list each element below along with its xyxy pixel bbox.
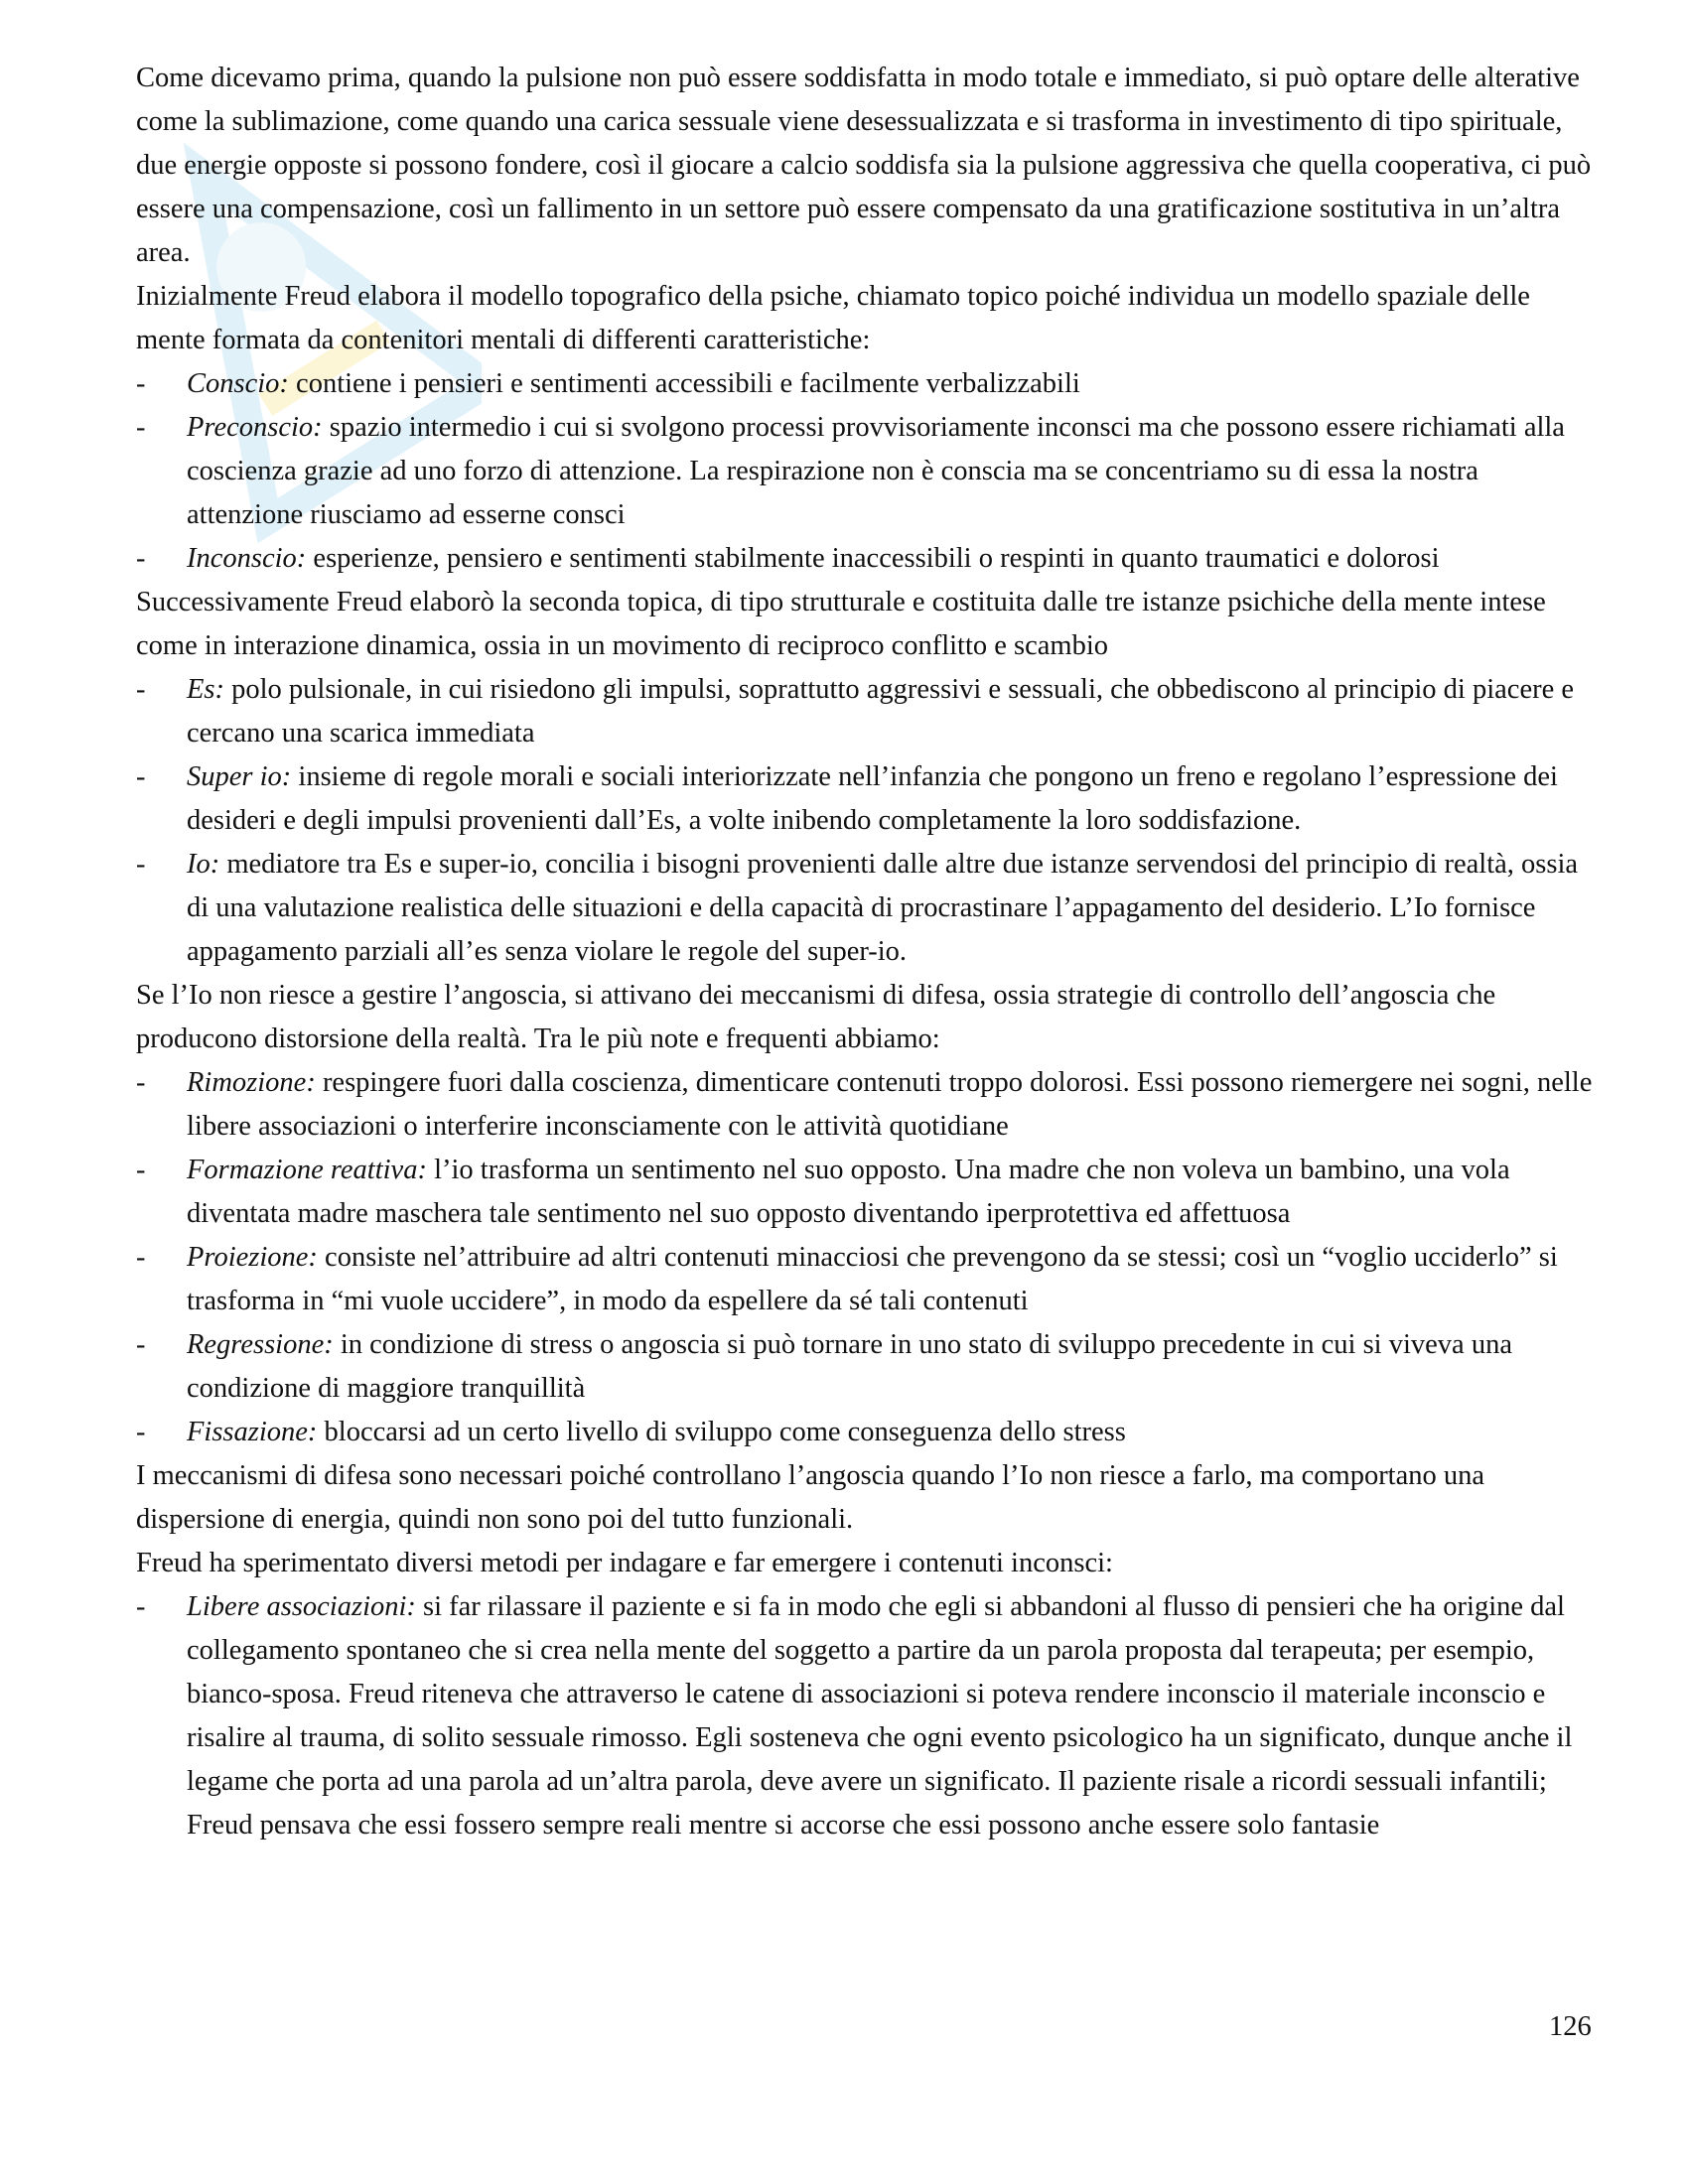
definition-preconscio: spazio intermedio i cui si svolgono processi provvisoriamente inconsci ma che possono essere richiamati alla coscienza grazie ad uno forzo di attenzione. La respirazione non è conscia ma se concentriamo su di essa la nostra attenzione riusciamo ad esserne consci: [187, 412, 1565, 530]
definition-rimozione: respingere fuori dalla coscienza, dimenticare contenuti troppo dolorosi. Essi possono riemergere nei sogni, nelle libere associazioni o interferire inconsciamente con le attività quotidiane: [187, 1067, 1593, 1142]
list-item-es: [136, 668, 1596, 755]
page-number: 126: [1549, 2011, 1592, 2042]
definition-io: mediatore tra Es e super-io, concilia i bisogni provenienti dalle altre due istanze servendosi del principio di realtà, ossia di una valutazione realistica delle situazioni e della capacità di procrastinare l’appagamento del desiderio. L’Io fornisce appagamento parziali all’es senza violare le regole del super-io.: [187, 849, 1579, 967]
list-item-super-io: [136, 755, 1596, 843]
first-topic-list: [136, 362, 1596, 581]
definition-es: polo pulsionale, in cui risiedono gli impulsi, soprattutto aggressivi e sessuali, che obbediscono al principio di piacere e cercano una scarica immediata: [187, 674, 1575, 749]
list-item-fissazione: [136, 1411, 1596, 1454]
list-item-proiezione: [136, 1236, 1596, 1323]
list-item-regressione: [136, 1323, 1596, 1411]
list-item-formazione-reattiva: [136, 1149, 1596, 1236]
definition-inconscio: esperienze, pensiero e sentimenti stabilmente inaccessibili o respinti in quanto traumatici e dolorosi: [306, 543, 1440, 574]
intro-paragraph-sublimation: Come dicevamo prima, quando la pulsione non può essere soddisfatta in modo totale e immediato, si può optare delle alterative come la sublimazione, come quando una carica sessuale viene desessualizzata e si trasforma in investimento di tipo spirituale, due energie opposte si possono fondere, così il giocare a calcio soddisfa sia la pulsione aggressiva che quella cooperativa, ci può essere una compensazione, così un fallimento in un settore può essere compensato da una gratificazione sostitutiva in un’altra area.: [136, 63, 1592, 268]
list-item-inconscio: [136, 537, 1596, 581]
definition-formazione-reattiva: l’io trasforma un sentimento nel suo opposto. Una madre che non voleva un bambino, una vola diventata madre maschera tale sentimento nel suo opposto diventando iperprotettiva ed affettuosa: [187, 1155, 1510, 1229]
definition-super-io: insieme di regole morali e sociali interiorizzate nell’infanzia che pongono un freno e regolano l’espressione dei desideri e degli impulsi provenienti dall’Es, a volte inibendo completamente la loro soddisfazione.: [187, 761, 1558, 836]
term-fissazione: Fissazione:: [187, 1417, 318, 1447]
term-es: Es:: [187, 674, 224, 705]
list-item-preconscio: [136, 406, 1596, 537]
defense-mechanisms-list: [136, 1061, 1596, 1454]
term-conscio: Conscio:: [187, 368, 289, 399]
list-item-io: [136, 843, 1596, 974]
definition-libere-associazioni: si far rilassare il paziente e si fa in modo che egli si abbandoni al flusso di pensieri che ha origine dal collegamento spontaneo che si crea nella mente del soggetto a partire da un parola proposta dal terapeuta; per esempio, bianco-sposa. Freud riteneva che attraverso le catene di associazioni si poteva rendere inconscio il materiale inconscio e risalire al trauma, di solito sessuale rimosso. Egli sosteneva che ogni evento psicologico ha un significato, dunque anche il legame che porta ad una parola ad un’altra parola, deve avere un significato. Il paziente risale a ricordi sessuali infantili; Freud pensava che essi fossero sempre reali mentre si accorse che essi possono anche essere solo fantasie: [187, 1591, 1573, 1841]
definition-proiezione: consiste nel’attribuire ad altri contenuti minacciosi che prevengono da se stessi; così un “voglio ucciderlo” si trasforma in “mi vuole uccidere”, in modo da espellere da sé tali contenuti: [187, 1242, 1558, 1316]
defense-mechanisms-intro: Se l’Io non riesce a gestire l’angoscia, si attivano dei meccanismi di difesa, ossia strategie di controllo dell’angoscia che producono distorsione della realtà. Tra le più note e frequenti abbiamo:: [136, 980, 1496, 1054]
list-item-conscio: [136, 362, 1596, 406]
term-proiezione: Proiezione:: [187, 1242, 318, 1273]
list-item-rimozione: [136, 1061, 1596, 1149]
intro-paragraph-topographic-model: Inizialmente Freud elabora il modello topografico della psiche, chiamato topico poiché individua un modello spaziale delle mente formata da contenitori mentali di differenti caratteristiche:: [136, 281, 1530, 355]
methods-list: [136, 1585, 1596, 1847]
term-inconscio: Inconscio:: [187, 543, 307, 574]
definition-regressione: in condizione di stress o angoscia si può tornare in uno stato di sviluppo precedente in cui si viveva una condizione di maggiore tranquillità: [187, 1329, 1512, 1404]
term-regressione: Regressione:: [187, 1329, 334, 1360]
second-topic-list: [136, 668, 1596, 974]
term-super-io: Super io:: [187, 761, 292, 792]
term-rimozione: Rimozione:: [187, 1067, 316, 1098]
term-io: Io:: [187, 849, 220, 880]
term-libere-associazioni: Libere associazioni:: [187, 1591, 416, 1622]
definition-fissazione: bloccarsi ad un certo livello di sviluppo come conseguenza dello stress: [317, 1417, 1126, 1447]
second-topic-intro: Successivamente Freud elaborò la seconda topica, di tipo strutturale e costituita dalle tre istanze psichiche della mente intese come in interazione dinamica, ossia in un movimento di reciproco conflitto e scambio: [136, 587, 1546, 661]
definition-conscio: contiene i pensieri e sentimenti accessibili e facilmente verbalizzabili: [288, 368, 1080, 399]
defense-mechanisms-note: I meccanismi di difesa sono necessari poiché controllano l’angoscia quando l’Io non riesce a farlo, ma comportano una dispersione di energia, quindi non sono poi del tutto funzionali.: [136, 1460, 1485, 1535]
term-preconscio: Preconscio:: [187, 412, 323, 443]
methods-intro: Freud ha sperimentato diversi metodi per indagare e far emergere i contenuti inconsci:: [136, 1548, 1113, 1578]
term-formazione-reattiva: Formazione reattiva:: [187, 1155, 427, 1185]
document-body: [136, 57, 1596, 1847]
list-item-libere-associazioni: [136, 1585, 1596, 1847]
